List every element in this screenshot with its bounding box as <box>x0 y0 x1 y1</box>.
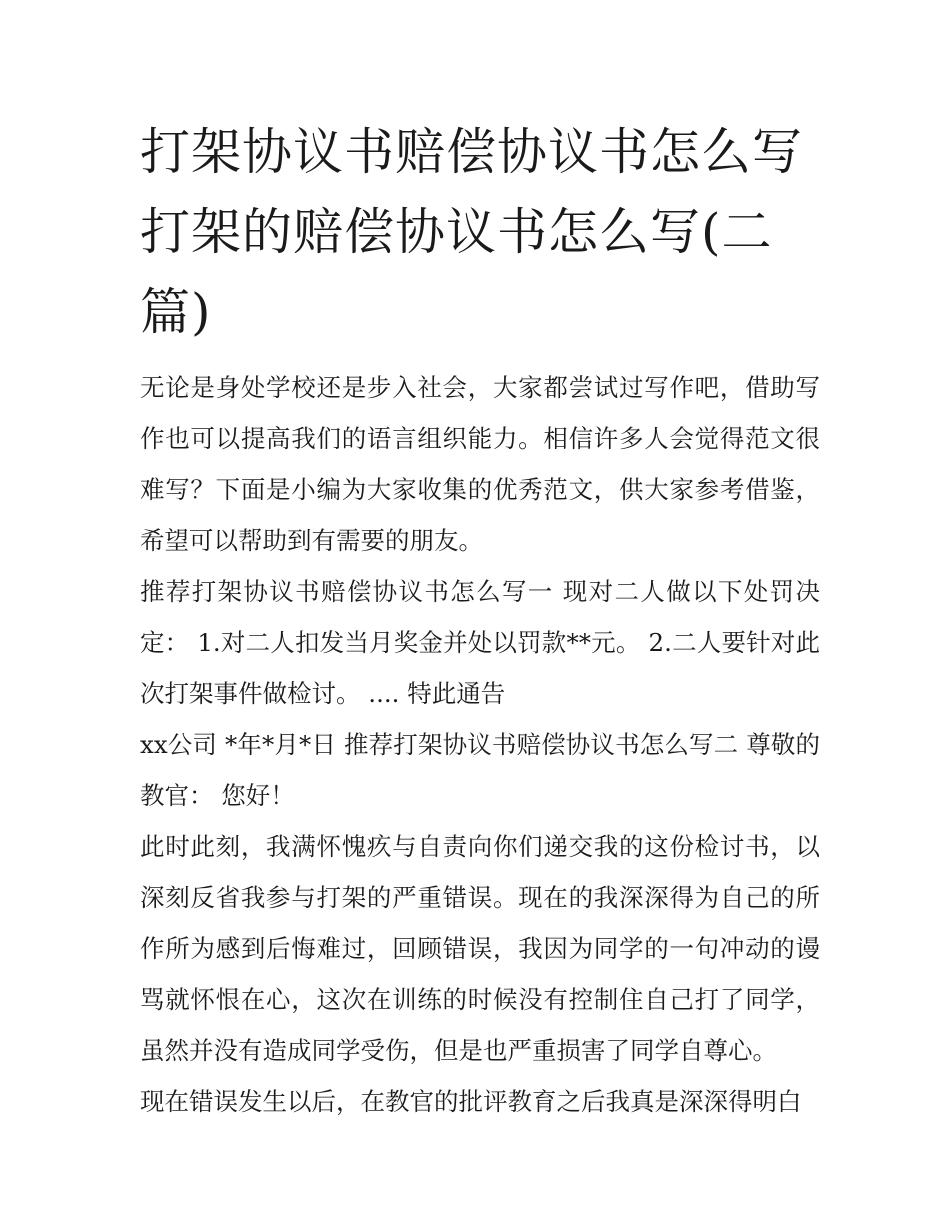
paragraph-penalty-notice: 推荐打架协议书赔偿协议书怎么写一 现对二人做以下处罚决定： 1.对二人扣发当月奖金并处以罚款**元。 2.二人要针对此次打架事件做检讨。 .... 特此通告 <box>140 577 820 708</box>
paragraph-continuation: 现在错误发生以后，在教官的批评教育之后我真是深深得明白 <box>140 1087 802 1116</box>
paragraph-intro: 无论是身处学校还是步入社会，大家都尝试过写作吧，借助写作也可以提高我们的语言组织能力。相信许多人会觉得范文很难写？下面是小编为大家收集的优秀范文，供大家参考借鉴，希望可以帮助到有需要的朋友。 <box>140 373 820 555</box>
title-block <box>140 112 820 352</box>
document-body <box>140 112 820 1127</box>
document-title: 打架协议书赔偿协议书怎么写打架的赔偿协议书怎么写(二篇) <box>140 123 803 341</box>
paragraph-greeting: xx公司 *年*月*日 推荐打架协议书赔偿协议书怎么写二 尊敬的教官： 您好！ <box>140 730 820 810</box>
paragraph-confession: 此时此刻，我满怀愧疚与自责向你们递交我的这份检讨书，以深刻反省我参与打架的严重错误。现在的我深深得为自己的所作所为感到后悔难过，回顾错误，我因为同学的一句冲动的谩骂就怀恨在心，这次在训练的时候没有控制住自己打了同学，虽然并没有造成同学受伤，但是也严重损害了同学自尊心。 <box>140 832 820 1065</box>
